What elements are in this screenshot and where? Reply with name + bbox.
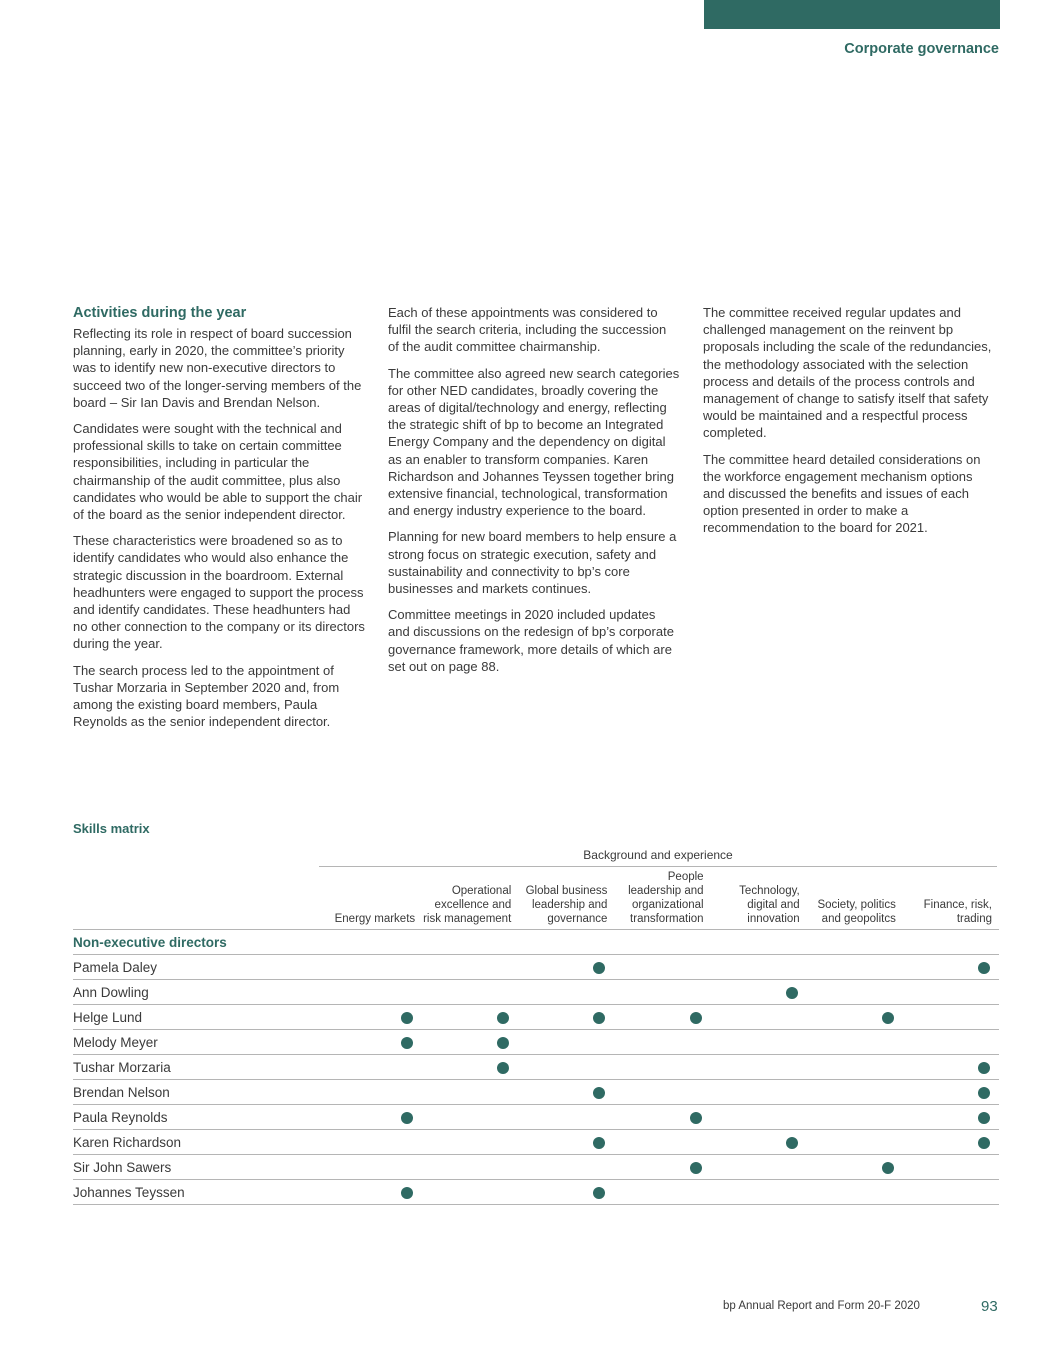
paragraph: Committee meetings in 2020 included updates and discussions on the redesign of bp’s corporate governance framework, more details of which are set out on page 88. (388, 607, 674, 674)
paragraph: These characteristics were broadened so as to identify candidates who would also enhance the strategic discussion in the boardroom. External headhunters were engaged to support the process and identify candidates. These headhunters had no other connection to the company or its directors during the year. (73, 533, 365, 652)
skill-dot-icon (593, 1187, 605, 1199)
skill-cell (614, 1180, 710, 1205)
skill-cell (807, 1105, 903, 1130)
table-row (73, 980, 999, 1005)
skill-cell (422, 1180, 518, 1205)
skill-dot-icon (401, 1012, 413, 1024)
skill-dot-icon (497, 1012, 509, 1024)
skill-dot-icon (593, 962, 605, 974)
background-experience-header: Background and experience (319, 848, 997, 867)
column-header-row (73, 868, 999, 930)
skill-dot-icon (978, 1087, 990, 1099)
skill-cell (807, 1130, 903, 1155)
skill-cell (326, 1180, 422, 1205)
skill-cell (518, 1080, 614, 1105)
skill-cell (614, 1055, 710, 1080)
skill-cell (807, 1005, 903, 1030)
skill-cell (903, 955, 999, 980)
column-header: Technology, digital and innovation (711, 868, 807, 930)
skill-cell (711, 1105, 807, 1130)
column-header: Finance, risk, trading (903, 868, 999, 930)
skill-cell (422, 955, 518, 980)
skill-cell (518, 1130, 614, 1155)
skill-cell (422, 1030, 518, 1055)
paragraph: The committee heard detailed considerations on the workforce engagement mechanism options and discussed the benefits and issues of each option presented in order to make a recommendation to the board for 2021. (703, 451, 981, 536)
activities-heading: Activities during the year (73, 305, 247, 321)
column-header: People leadership and organizational transformation (614, 868, 710, 930)
table-row (73, 1030, 999, 1055)
skill-cell (711, 1080, 807, 1105)
skills-matrix-title: Skills matrix (73, 821, 150, 836)
director-name: Paula Reynolds (73, 1105, 326, 1130)
director-name: Sir John Sawers (73, 1155, 326, 1180)
director-name: Brendan Nelson (73, 1080, 326, 1105)
skill-cell (807, 1055, 903, 1080)
skill-cell (807, 1030, 903, 1055)
skill-cell (807, 980, 903, 1005)
skill-dot-icon (401, 1187, 413, 1199)
skill-cell (903, 1005, 999, 1030)
skill-dot-icon (593, 1087, 605, 1099)
skill-dot-icon (497, 1062, 509, 1074)
skill-dot-icon (978, 962, 990, 974)
skill-cell (518, 1180, 614, 1205)
skill-cell (903, 1130, 999, 1155)
skill-dot-icon (882, 1012, 894, 1024)
page-number: 93 (981, 1298, 998, 1315)
skill-cell (903, 980, 999, 1005)
column-header: Energy markets (326, 868, 422, 930)
skill-dot-icon (978, 1062, 990, 1074)
skill-cell (903, 1105, 999, 1130)
skill-cell (903, 1030, 999, 1055)
skills-matrix-table (73, 868, 999, 1205)
skill-cell (422, 1055, 518, 1080)
table-row (73, 1180, 999, 1205)
column-header: Society, politics and geopolitcs (807, 868, 903, 930)
skill-cell (711, 1130, 807, 1155)
director-name: Helge Lund (73, 1005, 326, 1030)
skill-cell (518, 1005, 614, 1030)
skill-cell (326, 1080, 422, 1105)
table-row (73, 1055, 999, 1080)
skill-dot-icon (593, 1012, 605, 1024)
skill-cell (903, 1055, 999, 1080)
column-header: Global business leadership and governance (518, 868, 614, 930)
skill-cell (614, 1155, 710, 1180)
skill-cell (326, 1130, 422, 1155)
skill-cell (422, 1005, 518, 1030)
table-row (73, 955, 999, 980)
paragraph: The committee also agreed new search categories for other NED candidates, broadly covering the areas of digital/technology and energy, reflecting the strategic shift of bp to become an Integrated Energy Company and the dependency on digital as an enabler to transform companies. Karen Richardson and Johannes Teyssen together bring extensive financial, technological, transformation and energy industry experience to the board. (388, 365, 680, 519)
skill-cell (711, 1030, 807, 1055)
text-column-2 (388, 304, 680, 684)
text-column-1 (73, 304, 365, 739)
skill-cell (326, 1155, 422, 1180)
skill-cell (422, 1130, 518, 1155)
skill-dot-icon (978, 1137, 990, 1149)
skill-cell (326, 1005, 422, 1030)
skill-cell (711, 1180, 807, 1205)
text-column-3 (703, 304, 995, 546)
paragraph: Each of these appointments was considered to fulfil the search criteria, including the succession of the audit committee chairmanship. (388, 305, 667, 355)
skill-cell (422, 1105, 518, 1130)
table-row (73, 1005, 999, 1030)
director-name: Pamela Daley (73, 955, 326, 980)
skill-cell (711, 980, 807, 1005)
skill-cell (903, 1180, 999, 1205)
skill-cell (326, 980, 422, 1005)
group-row (73, 930, 999, 955)
skill-cell (614, 1130, 710, 1155)
director-name: Tushar Morzaria (73, 1055, 326, 1080)
skill-cell (518, 1155, 614, 1180)
skill-dot-icon (786, 1137, 798, 1149)
header-tab-bar (704, 0, 1000, 29)
skill-cell (711, 1005, 807, 1030)
director-name: Ann Dowling (73, 980, 326, 1005)
skill-cell (326, 955, 422, 980)
skill-cell (614, 980, 710, 1005)
skill-cell (807, 1080, 903, 1105)
skill-cell (903, 1080, 999, 1105)
table-row (73, 1080, 999, 1105)
paragraph: Candidates were sought with the technical and professional skills to take on certain committee responsibilities, including in particular the chairmanship of the audit committee, plus also candidates who would be able to support the chair of the board as the senior independent director. (73, 421, 363, 523)
skill-dot-icon (497, 1037, 509, 1049)
footer-report-title: bp Annual Report and Form 20-F 2020 (723, 1300, 920, 1312)
skill-dot-icon (593, 1137, 605, 1149)
director-name: Karen Richardson (73, 1130, 326, 1155)
skill-cell (614, 1080, 710, 1105)
skill-cell (422, 1155, 518, 1180)
row-group-label: Non-executive directors (73, 930, 999, 955)
director-name: Melody Meyer (73, 1030, 326, 1055)
skills-matrix-body (73, 930, 999, 1205)
skill-cell (807, 955, 903, 980)
skill-dot-icon (786, 987, 798, 999)
section-title: Corporate governance (844, 41, 999, 57)
skill-cell (518, 1055, 614, 1080)
skill-cell (614, 1030, 710, 1055)
skill-cell (807, 1155, 903, 1180)
skill-dot-icon (401, 1112, 413, 1124)
skill-cell (326, 1105, 422, 1130)
skill-cell (903, 1155, 999, 1180)
director-name: Johannes Teyssen (73, 1180, 326, 1205)
skill-cell (711, 1055, 807, 1080)
skill-cell (711, 1155, 807, 1180)
skill-dot-icon (690, 1112, 702, 1124)
paragraph: The committee received regular updates and challenged management on the reinvent bp proposals including the scale of the redundancies, the methodology associated with the selection process and details of the process controls and management of change to satisfy itself that safety would be maintained and a respectful process completed. (703, 305, 992, 441)
skill-cell (326, 1055, 422, 1080)
skill-cell (711, 955, 807, 980)
paragraph: Planning for new board members to help ensure a strong focus on strategic execution, safety and sustainability and connectivity to bp’s core businesses and markets continues. (388, 529, 677, 597)
skill-cell (422, 980, 518, 1005)
name-column-header (73, 868, 326, 930)
skill-cell (326, 1030, 422, 1055)
skill-cell (518, 955, 614, 980)
table-row (73, 1155, 999, 1180)
table-row (73, 1105, 999, 1130)
skill-cell (614, 955, 710, 980)
skill-cell (614, 1105, 710, 1130)
paragraph: The search process led to the appointment of Tushar Morzaria in September 2020 and, from among the existing board members, Paula Reynolds as the senior independent director. (73, 662, 340, 730)
skill-dot-icon (882, 1162, 894, 1174)
skill-dot-icon (978, 1112, 990, 1124)
skill-dot-icon (690, 1012, 702, 1024)
skill-cell (807, 1180, 903, 1205)
column-header: Operational excellence and risk management (422, 868, 518, 930)
skill-dot-icon (401, 1037, 413, 1049)
skill-cell (422, 1080, 518, 1105)
paragraph: Reflecting its role in respect of board succession planning, early in 2020, the committee’s priority was to identify new non-executive directors to succeed two of the longer-serving members of the board – Sir Ian Davis and Brendan Nelson. (73, 326, 362, 410)
skill-cell (518, 1030, 614, 1055)
table-row (73, 1130, 999, 1155)
skill-cell (518, 1105, 614, 1130)
skill-cell (518, 980, 614, 1005)
skill-dot-icon (690, 1162, 702, 1174)
skill-cell (614, 1005, 710, 1030)
